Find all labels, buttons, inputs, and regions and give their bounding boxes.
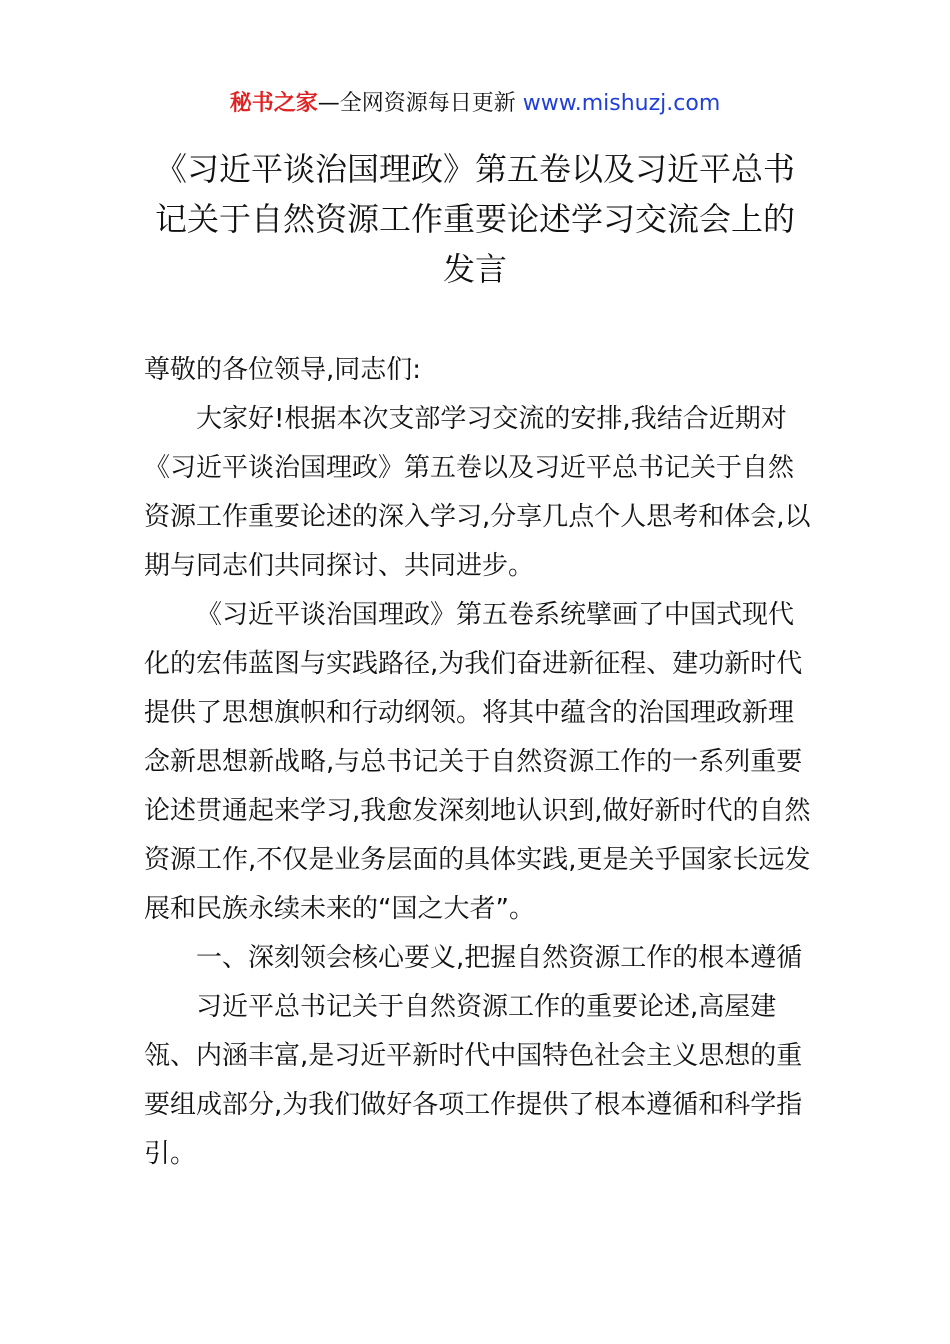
title-line-3: 发言 bbox=[442, 250, 507, 288]
site-brand: 秘书之家 bbox=[229, 91, 318, 116]
title-line-1: 《习近平谈治国理政》第五卷以及习近平总书 bbox=[154, 150, 795, 188]
title-line-2: 记关于自然资源工作重要论述学习交流会上的 bbox=[154, 200, 795, 238]
document-body bbox=[144, 346, 812, 1179]
site-url-link[interactable]: www.mishuzj.com bbox=[522, 91, 721, 116]
paragraph-intro: 《习近平谈治国理政》第五卷系统擘画了中国式现代化的宏伟蓝图与实践路径,为我们奋进新征程、建功新时代提供了思想旗帜和行动纲领。将其中蕴含的治国理政新理念新思想新战略,与总书记关于自然资源工作的一系列重要论述贯通起来学习,我愈发深刻地认识到,做好新时代的自然资源工作,不仅是业务层面的具体实践,更是关乎国家长远发展和民族永续未来的“国之大者”。 bbox=[144, 600, 811, 924]
site-header bbox=[0, 88, 950, 120]
paragraph-greeting: 大家好!根据本次支部学习交流的安排,我结合近期对《习近平谈治国理政》第五卷以及习近平总书记关于自然资源工作重要论述的深入学习,分享几点个人思考和体会,以期与同志们共同探讨、共同进步。 bbox=[144, 404, 811, 581]
paragraph-section-1: 习近平总书记关于自然资源工作的重要论述,高屋建瓴、内涵丰富,是习近平新时代中国特色社会主义思想的重要组成部分,为我们做好各项工作提供了根本遵循和科学指引。 bbox=[144, 992, 803, 1169]
site-tagline: —全网资源每日更新 bbox=[317, 91, 523, 116]
salutation: 尊敬的各位领导,同志们: bbox=[144, 355, 422, 385]
section-heading-1: 一、深刻领会核心要义,把握自然资源工作的根本遵循 bbox=[196, 943, 803, 973]
document-title bbox=[110, 144, 840, 294]
